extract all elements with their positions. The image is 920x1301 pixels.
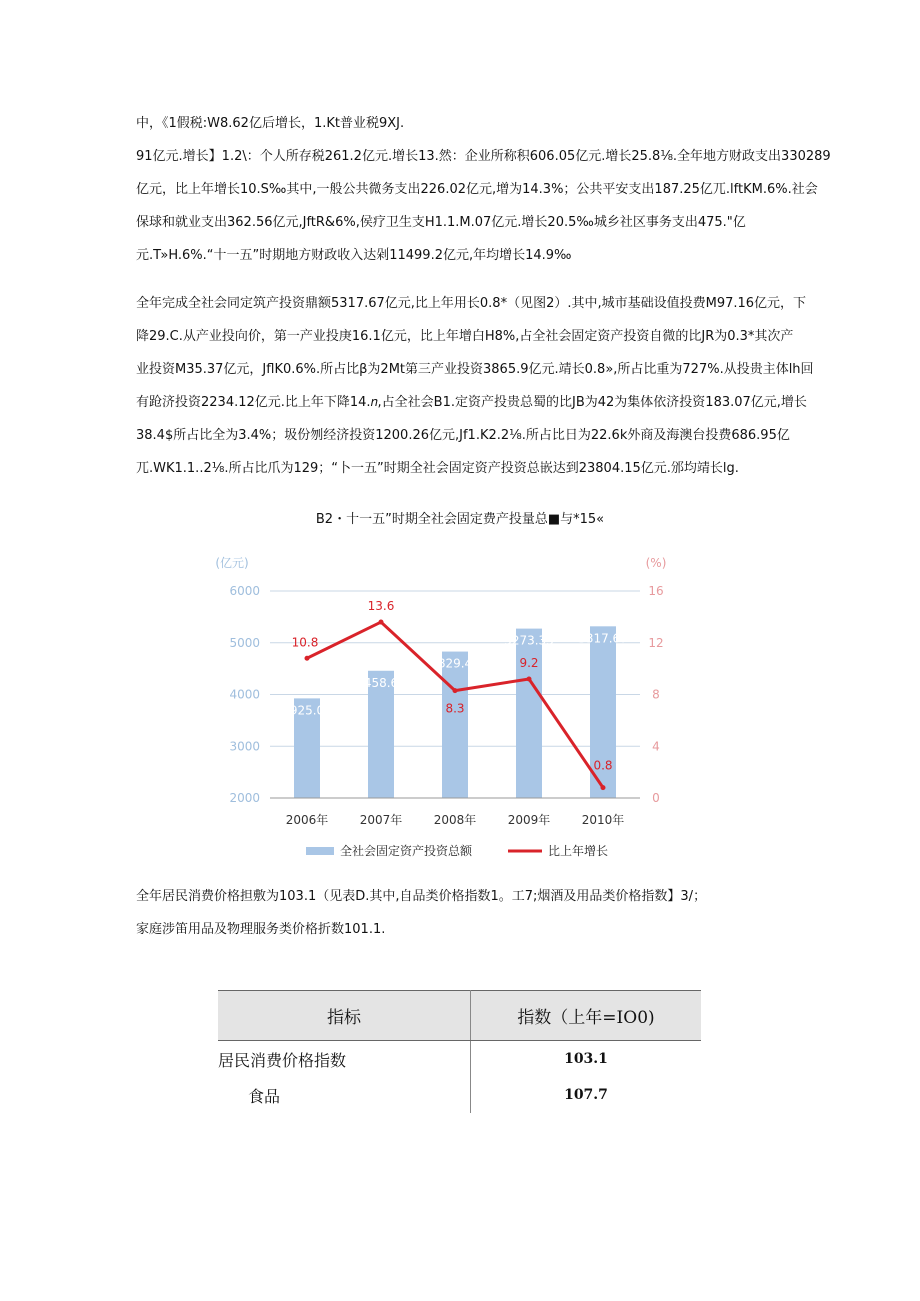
line-point — [453, 688, 458, 693]
y-left-tick-label: 5000 — [229, 635, 260, 650]
table-row — [218, 1041, 701, 1078]
y-left-tick-label: 6000 — [229, 584, 260, 598]
paragraph-line: 中，《1假税:W8.62亿后增长，1.Kt普业税9XJ. — [136, 116, 405, 131]
bar-data-label: 3925.09 — [282, 703, 332, 718]
x-tick-label: 2008年 — [433, 813, 477, 827]
line-point — [305, 656, 310, 661]
x-tick-label: 2006年 — [285, 813, 329, 827]
investment-paragraph — [136, 287, 814, 485]
table-cell-label: 食品 — [218, 1077, 471, 1113]
table-header-indicator: 指标 — [218, 991, 471, 1041]
line-data-label: 9.2 — [519, 655, 539, 670]
bar — [516, 629, 542, 798]
bar — [442, 652, 468, 798]
y-right-tick-label: 0 — [652, 791, 660, 805]
bar-data-label: 5273.33 — [504, 633, 554, 648]
y-right-unit-label: (%) — [645, 556, 667, 570]
line-point — [601, 785, 606, 790]
cpi-paragraph — [136, 880, 786, 946]
fiscal-paragraph — [136, 107, 831, 272]
figure-caption: B2・十一五”时期全社会固定费产投量总■与*15« — [315, 512, 605, 527]
paragraph-line: 91亿元.增长】1.2\：个人所存税261.2亿元.增长13.然：企业所称积606.05亿元.增长25.8⅛.全年地方财政支出330289 — [136, 149, 831, 164]
y-left-tick-label: 3000 — [229, 739, 260, 754]
paragraph-line: 全年居民消费价格担敷为103.1（见表D.其中,自品类价格指数1。工7;烟酒及用品类价格指数】3/； — [136, 889, 707, 904]
investment-chart — [208, 544, 703, 870]
x-tick-label: 2010年 — [581, 813, 625, 827]
y-left-tick-label: 2000 — [229, 791, 260, 805]
table-row — [218, 1077, 701, 1113]
x-tick-label: 2009年 — [507, 813, 551, 827]
line-point — [527, 676, 532, 681]
table-cell-label: 居民消费价格指数 — [218, 1041, 471, 1078]
paragraph-line: 全年完成全社会同定筑产投资鼎额5317.67亿元,比上年用长0.8*（见图2）.其中,城市基础设值投费M97.16亿元，下 — [136, 296, 807, 311]
bar — [368, 671, 394, 798]
legend-label-bar: 全社会固定资产投资总额 — [340, 844, 473, 858]
line-point — [379, 620, 384, 625]
y-right-tick-label: 12 — [648, 635, 664, 650]
y-right-tick-label: 4 — [652, 739, 660, 754]
table-header-row — [218, 991, 701, 1041]
line-data-label: 13.6 — [367, 599, 395, 614]
paragraph-line: 业投资M35.37亿元，JflK0.6%.所占比β为2Mt第三产业投资3865.9亿元.靖长0.8»,所占比重为727%.从投贵主体lh回 — [136, 362, 814, 377]
paragraph-line: 38.4$所占比全为3.4%；圾份刎经济投资1200.26亿元,Jf1.K2.2⅛.所占比日为22.6k外商及海澳台投费686.95亿 — [136, 428, 790, 443]
table-cell-value: 107.7 — [564, 1087, 608, 1103]
legend-label-line: 比上年增长 — [548, 844, 609, 858]
line-data-label: 10.8 — [291, 635, 319, 650]
paragraph-line: 保球和就业支出362.56亿元,JftR&6%,侯疗卫生支H1.1.M.07亿元.增长20.5‰城乡社区事务支出475."亿 — [136, 215, 746, 230]
y-right-tick-label: 16 — [648, 584, 664, 598]
paragraph-line: 降29.C.从产业投向价，第一产业投庚16.1亿元，比上年增白H8%,占全社会固定资产投资自微的比JR为0.3*其次产 — [136, 329, 794, 344]
paragraph-line: 有跄济投资2234.12亿元.比上年下降14.𝑛,占全社会B1.定资产投贵总蜀的比JB为42为集体依济投资183.07亿元,增长 — [136, 395, 807, 410]
y-left-unit-label: (亿元) — [215, 556, 249, 570]
line-data-label: 0.8 — [593, 758, 613, 773]
bar-data-label: 4458.61 — [356, 675, 406, 690]
paragraph-line: 家庭涉笛用品及物理服务类价格折数101.1. — [136, 922, 386, 937]
table-cell-value: 103.1 — [564, 1051, 608, 1067]
x-tick-label: 2007年 — [359, 813, 403, 827]
y-left-tick-label: 4000 — [229, 687, 260, 702]
paragraph-line: 元.T»H.6%.“十一五”时期地方财政收入达剁11499.2亿元,年均增长14.9‰ — [136, 248, 572, 263]
bar-data-label: 4829.45 — [430, 656, 480, 671]
cpi-table — [218, 990, 701, 1113]
chart-svg — [208, 544, 703, 870]
line-data-label: 8.3 — [445, 701, 465, 716]
paragraph-line: 兀.WK1.1..2⅛.所占比爪为129；“卜一五”时期全社会固定资产投资总嵌达到23804.15亿元.邠均靖长lg. — [136, 461, 739, 476]
paragraph-line: 亿元，比上年增长10.S‰其中,一般公共微务支出226.02亿元,增为14.3%；公共平安支出187.25亿兀.lftKM.6%.社会 — [136, 182, 818, 197]
y-right-tick-label: 8 — [652, 687, 660, 702]
bar-data-label: 5317.67 — [578, 631, 628, 646]
legend-swatch-bar — [306, 847, 334, 855]
table-header-index: 指数（上年=IO0) — [471, 991, 702, 1041]
